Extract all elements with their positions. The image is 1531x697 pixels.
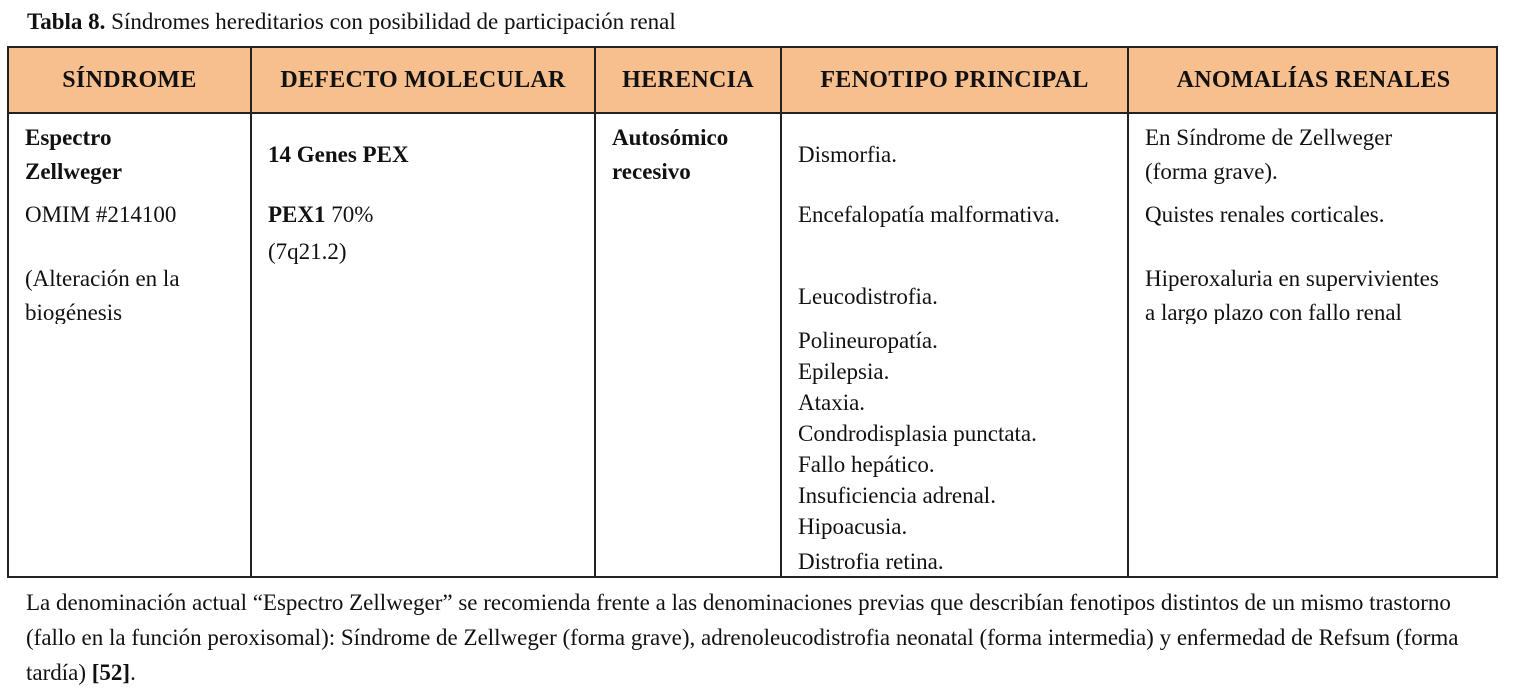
inheritance-line1: Autosómico: [612, 125, 729, 150]
phenotype-item: Hipoacusia.: [798, 514, 908, 539]
renal-hyperoxaluria-line2: a largo plazo con fallo renal: [1145, 300, 1402, 324]
header-defecto-molecular: DEFECTO MOLECULAR: [280, 66, 566, 93]
syndrome-name-line1: Espectro: [25, 125, 112, 150]
phenotype-item: Condrodisplasia punctata.: [798, 421, 1037, 446]
column-divider: [594, 48, 596, 576]
pex1-line: [268, 198, 373, 232]
column-divider: [780, 48, 782, 576]
syndrome-table: [7, 46, 1498, 578]
footnote-reference: [52]: [91, 660, 131, 685]
renal-cysts: Quistes renales corticales.: [1145, 202, 1385, 227]
header-sindrome: SÍNDROME: [62, 66, 197, 93]
table-caption: [27, 7, 676, 37]
phenotype-item: Epilepsia.: [798, 359, 890, 384]
phenotype-item: Dismorfia.: [798, 142, 898, 167]
syndrome-name-line2: Zellweger: [25, 159, 123, 184]
pex1-locus: (7q21.2): [268, 239, 347, 264]
genes-pex: 14 Genes PEX: [268, 142, 409, 167]
syndrome-note-line2: biogénesis: [25, 300, 123, 324]
pex1-label: PEX1: [268, 202, 326, 227]
header-anomalias-renales: ANOMALÍAS RENALES: [1176, 66, 1451, 93]
phenotype-item: Distrofia retina.: [798, 549, 944, 574]
caption-label: Tabla 8.: [27, 9, 106, 34]
pex1-value: 70%: [331, 202, 374, 227]
syndrome-note: [25, 262, 247, 324]
phenotype-item: Insuficiencia adrenal.: [798, 483, 996, 508]
header-fenotipo-principal: FENOTIPO PRINCIPAL: [820, 66, 1089, 93]
phenotype-item: Leucodistrofia.: [798, 284, 938, 309]
column-divider: [1127, 48, 1129, 576]
inheritance-line2: recesivo: [612, 159, 691, 184]
renal-hyperoxaluria: [1145, 262, 1497, 324]
table-footnote: [26, 585, 1496, 690]
omim-number: OMIM #214100: [25, 202, 177, 227]
header-herencia: HERENCIA: [622, 66, 754, 93]
column-divider: [250, 48, 252, 576]
phenotype-item: Ataxia.: [798, 390, 866, 415]
phenotype-item: Encefalopatía malformativa.: [798, 202, 1060, 227]
phenotype-item: Polineuropatía.: [798, 328, 938, 353]
renal-zellweger-line1: En Síndrome de Zellweger: [1145, 125, 1393, 150]
footnote-text: La denominación actual “Espectro Zellweger” se recomienda frente a las denominaciones previas que describían fenotipos distintos de un mismo trastorno (fallo en la función peroxisomal): Síndrome de Zellweger (forma grave), adrenoleucodistrofia neonatal (forma intermedia) y enfermedad de Refsum (forma tardía): [26, 590, 1459, 685]
footnote-end: .: [130, 660, 136, 685]
phenotype-item: Fallo hepático.: [798, 452, 935, 477]
renal-zellweger-line2: (forma grave).: [1145, 159, 1278, 184]
syndrome-note-line1: (Alteración en la: [25, 266, 180, 291]
caption-text: Síndromes hereditarios con posibilidad de participación renal: [111, 9, 676, 34]
renal-hyperoxaluria-line1: Hiperoxaluria en supervivientes: [1145, 266, 1439, 291]
